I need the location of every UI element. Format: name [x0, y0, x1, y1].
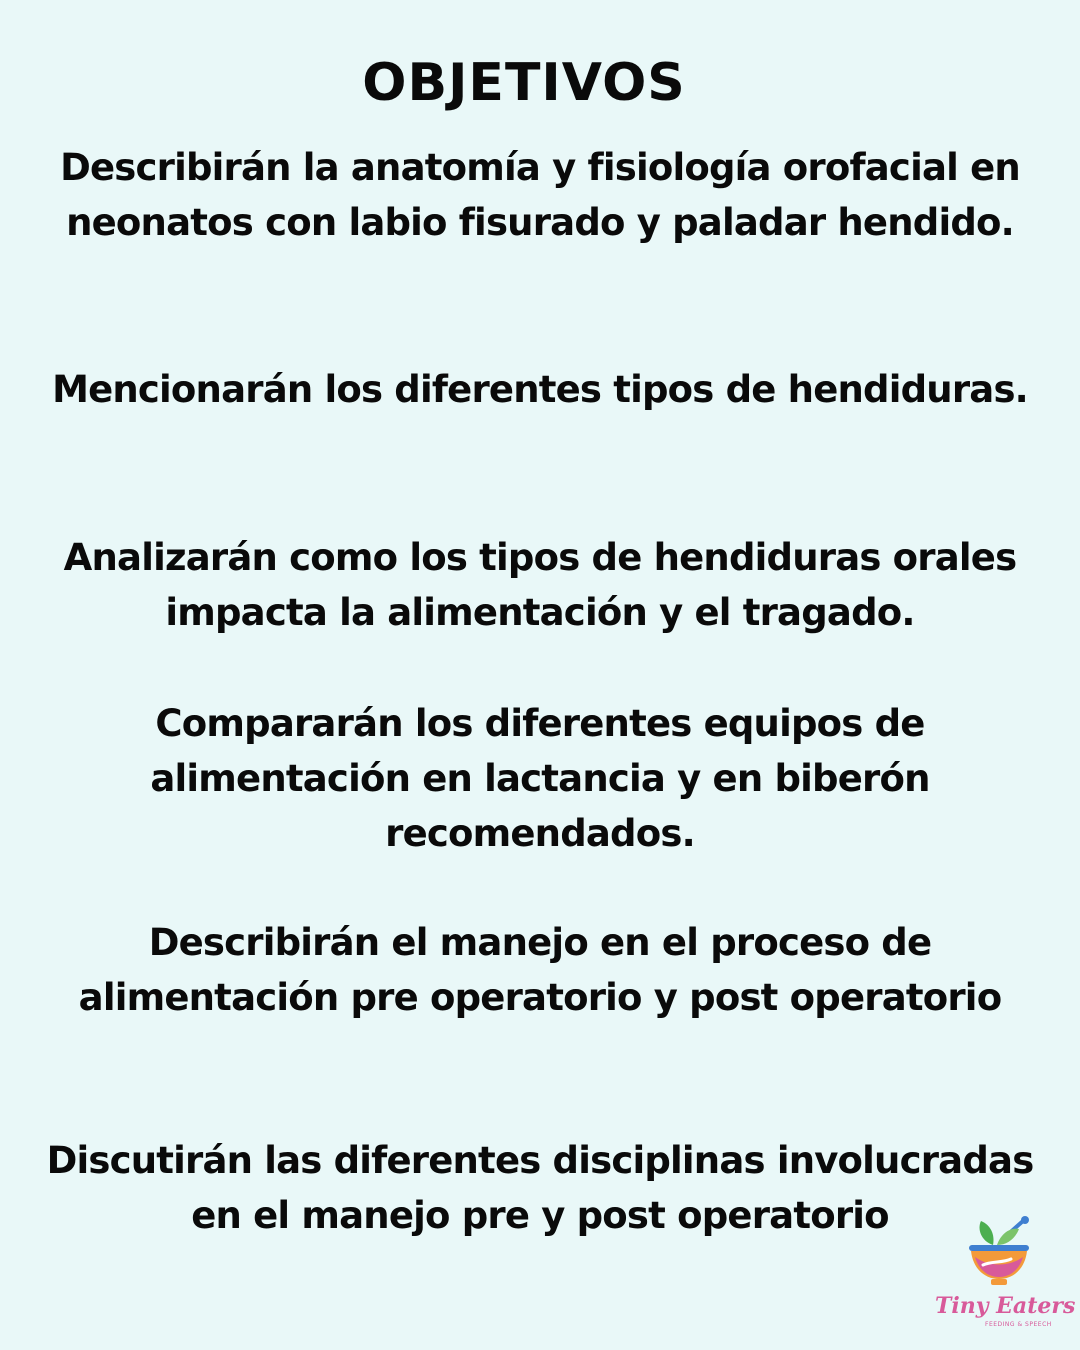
brand-subtitle: FEEDING & SPEECH — [985, 1321, 1052, 1328]
bowl-with-leaves-icon — [955, 1215, 1045, 1295]
brand-name: Tiny Eaters — [935, 1293, 1076, 1319]
objective-item: Discutirán las diferentes disciplinas involucradas en el manejo pre y post operatorio — [46, 1139, 1034, 1237]
brand-logo — [935, 1215, 1076, 1340]
page-title: OBJETIVOS — [362, 53, 686, 113]
objective-item: Compararán los diferentes equipos de alimentación en lactancia y en biberón recomendados. — [150, 702, 930, 855]
objective-item: Describirán la anatomía y fisiología orofacial en neonatos con labio fisurado y paladar hendido. — [60, 146, 1020, 244]
objective-item: Mencionarán los diferentes tipos de hendiduras. — [52, 368, 1028, 411]
objective-item: Describirán el manejo en el proceso de alimentación pre operatorio y post operatorio — [78, 921, 1002, 1019]
objective-item: Analizarán como los tipos de hendiduras orales impacta la alimentación y el tragado. — [63, 536, 1017, 634]
